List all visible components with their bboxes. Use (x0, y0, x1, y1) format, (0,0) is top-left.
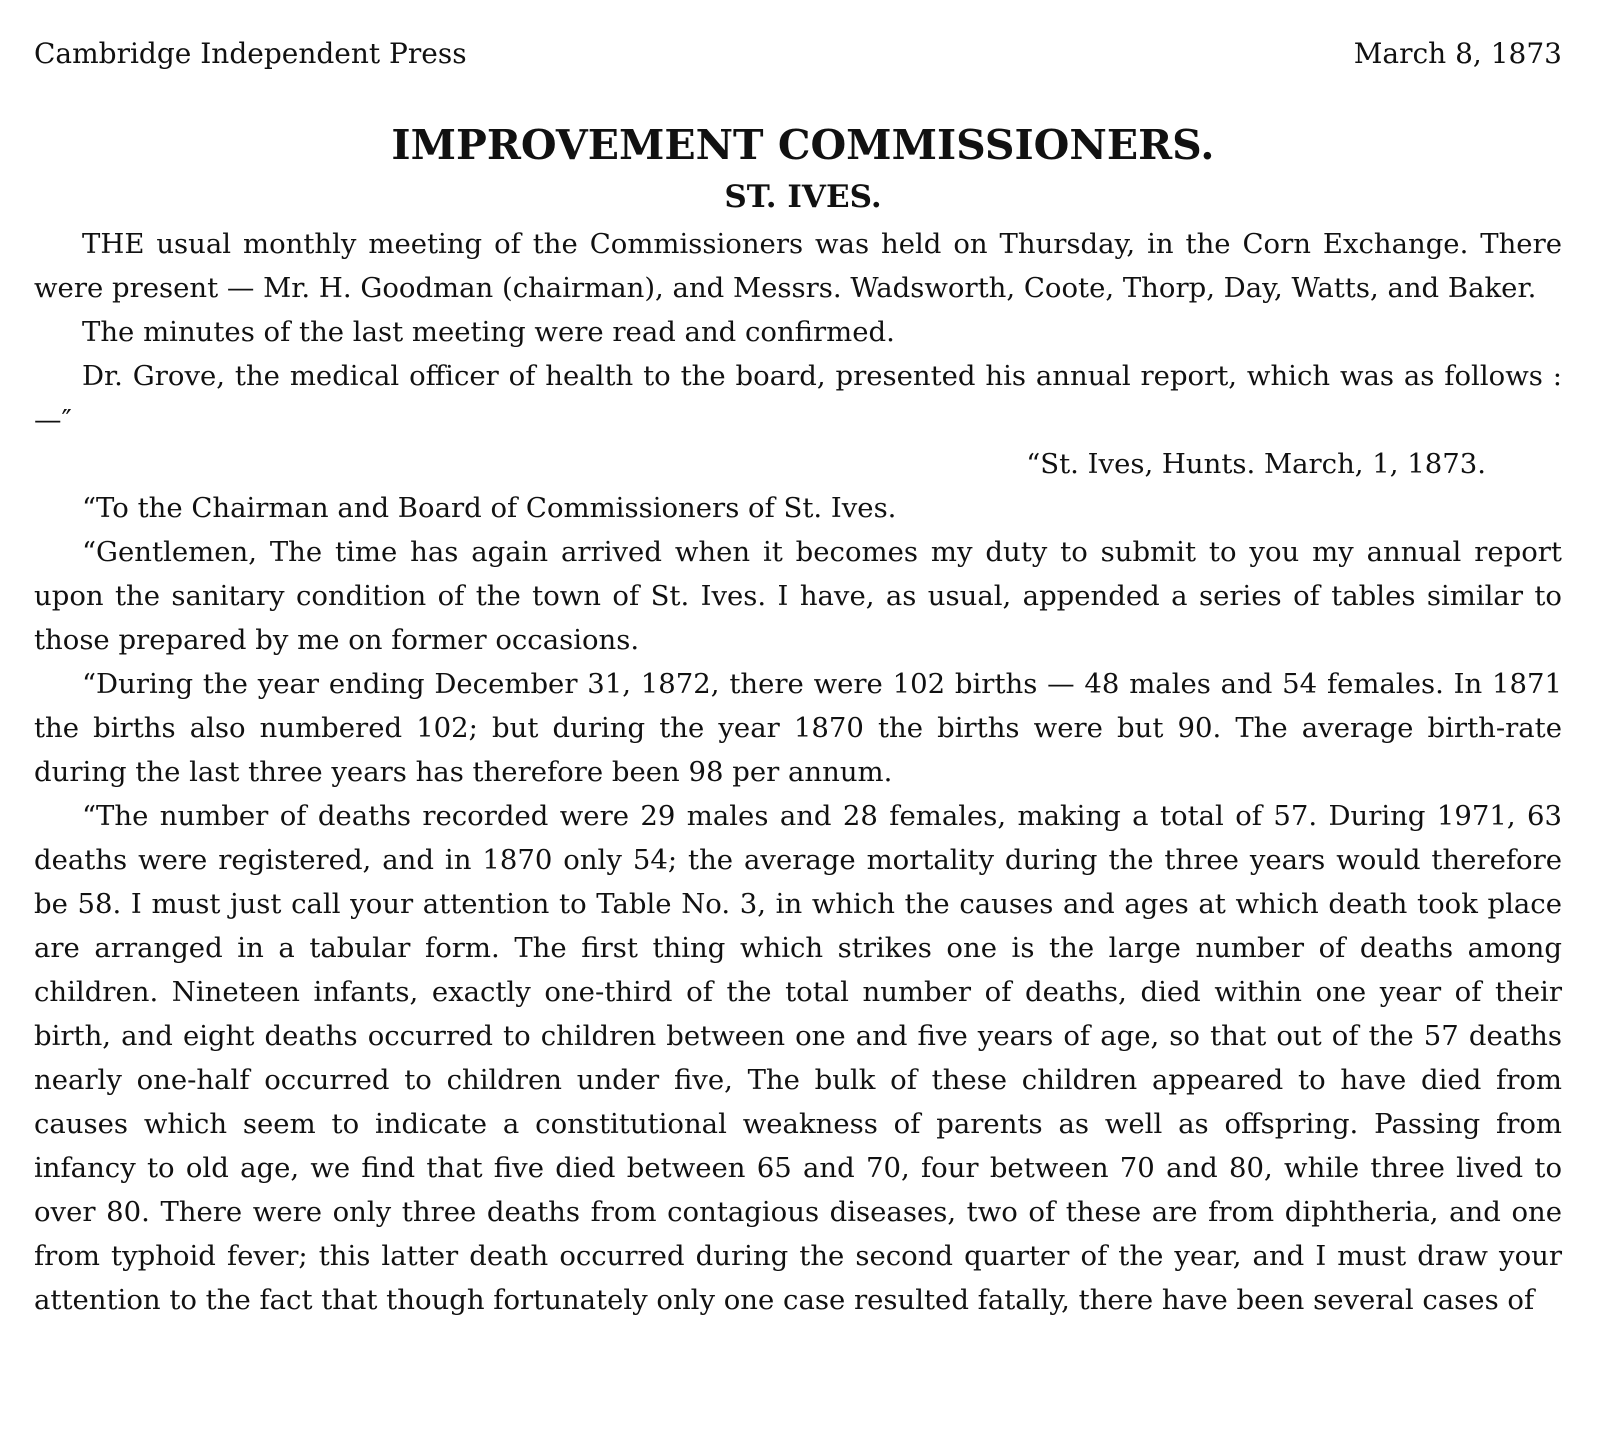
paragraph-report-intro: Dr. Grove, the medical officer of health to the board, presented his annual report, which was as follows : —″ (34, 360, 1562, 436)
publication-name: Cambridge Independent Press (34, 37, 467, 70)
paragraph-births: “During the year ending December 31, 1872, there were 102 births — 48 males and 54 females. In 1871 the births also numbered 102; but during the year 1870 the births were but 90. The average birth-rate during the last three years has therefore been 98 per annum. (34, 668, 1562, 788)
article-body (34, 222, 1562, 1322)
paragraph-meeting-intro: THE usual monthly meeting of the Commissioners was held on Thursday, in the Corn Exchange. There were present — Mr. H. Goodman (chairman), and Messrs. Wadsworth, Coote, Thorp, Day, Watts, and Baker. (34, 228, 1562, 304)
letter-salutation: “To the Chairman and Board of Commissioners of St. Ives. (82, 492, 897, 524)
publication-date: March 8, 1873 (1353, 37, 1562, 70)
article-headline: IMPROVEMENT COMMISSIONERS. (391, 121, 1215, 169)
letter-dateline: “St. Ives, Hunts. March, 1, 1873. (1026, 448, 1486, 480)
article-subheadline: ST. IVES. (724, 179, 882, 215)
paragraph-report-opening: “Gentlemen, The time has again arrived when it becomes my duty to submit to you my annual report upon the sanitary condition of the town of St. Ives. I have, as usual, appended a series of tables similar to those prepared by me on former occasions. (34, 536, 1562, 656)
paragraph-minutes: The minutes of the last meeting were read and confirmed. (82, 316, 895, 348)
paragraph-deaths: “The number of deaths recorded were 29 males and 28 females, making a total of 57. During 1971, 63 deaths were registered, and in 1870 only 54; the average mortality during the three years would therefore be 58. I must just call your attention to Table No. 3, in which the causes and ages at which death took place are arranged in a tabular form. The first thing which strikes one is the large number of deaths among children. Nineteen infants, exactly one-third of the total number of deaths, died within one year of their birth, and eight deaths occurred to children between one and five years of age, so that out of the 57 deaths nearly one-half occurred to children under five, The bulk of these children appeared to have died from causes which seem to indicate a constitutional weakness of parents as well as offspring. Passing from infancy to old age, we find that five died between 65 and 70, four between 70 and 80, while three lived to over 80. There were only three deaths from contagious diseases, two of these are from diphtheria, and one from typhoid fever; this latter death occurred during the second quarter of the year, and I must draw your attention to the fact that though fortunately only one case resulted fatally, there have been several cases of (34, 800, 1562, 1316)
page-header (34, 34, 1562, 74)
